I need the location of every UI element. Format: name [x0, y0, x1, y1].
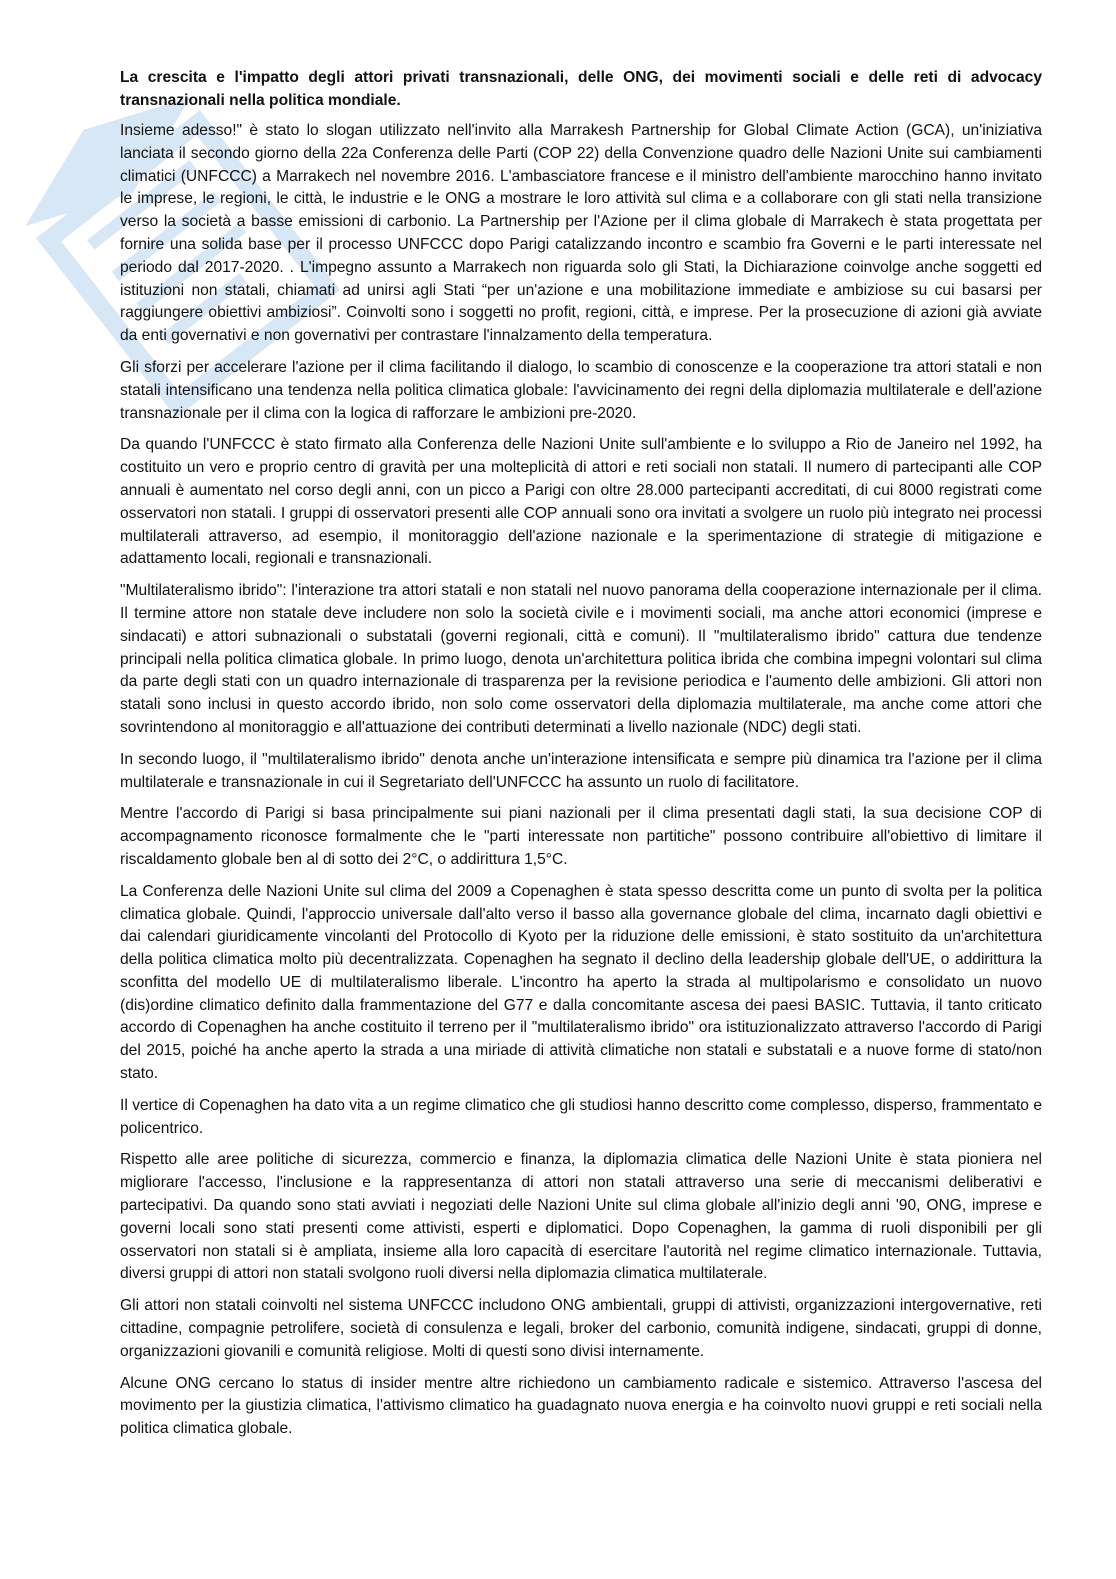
paragraph-7: La Conferenza delle Nazioni Unite sul clima del 2009 a Copenaghen è stata spesso descritta come un punto di svolta per la politica climatica globale. Quindi, l'approccio universale dall'alto verso il basso alla governance globale del clima, incarnato dagli obiettivi e dai calendari giuridicamente vincolanti del Protocollo di Kyoto per la riduzione delle emissioni, è stato sostituito da un'architettura della politica climatica molto più decentralizzata. Copenaghen ha segnato il declino della leadership globale dell'UE, o addirittura la sconfitta del modello UE di multilateralismo liberale. L'incontro ha aperto la strada al multipolarismo e consolidato un nuovo (dis)ordine climatico definito dalla frammentazione del G77 e dalla concomitante ascesa dei paesi BASIC. Tuttavia, il tanto criticato accordo di Copenaghen ha anche costituito il terreno per il "multilateralismo ibrido" ora istituzionalizzato attraverso l'accordo di Parigi del 2015, poiché ha anche aperto la strada a una miriade di attività climatiche non statali e substatali e a nuove forme di stato/non stato.	[120, 882, 1042, 1083]
paragraph-3: Da quando l'UNFCCC è stato firmato alla Conferenza delle Nazioni Unite sull'ambiente e lo sviluppo a Rio de Janeiro nel 1992, ha costituito un vero e proprio centro di gravità per una molteplicità di attori e reti sociali non statali. Il numero di partecipanti alle COP annuali è aumentato nel corso degli anni, con un picco a Parigi con oltre 28.000 partecipanti accreditati, di cui 8000 registrati come osservatori non statali. I gruppi di osservatori presenti alle COP annuali sono ora invitati a svolgere un ruolo più integrato nei processi multilaterali attraverso, ad esempio, il monitoraggio dell'azione nazionale e la sperimentazione di strategie di mitigazione e adattamento locali, regionali e transnazionali.	[120, 436, 1042, 568]
document-title: La crescita e l'impatto degli attori privati transnazionali, delle ONG, dei movimenti sociali e delle reti di advocacy transnazionali nella politica mondiale.	[120, 69, 1042, 109]
paragraph-5: In secondo luogo, il "multilateralismo ibrido" denota anche un'interazione intensificata e sempre più dinamica tra l'azione per il clima multilaterale e transnazionale in cui il Segretariato dell'UNFCCC ha assunto un ruolo di facilitatore.	[120, 750, 1042, 791]
paragraph-11: Alcune ONG cercano lo status di insider mentre altre richiedono un cambiamento radicale e sistemico. Attraverso l'ascesa del movimento per la giustizia climatica, l'attivismo climatico ha guadagnato nuova energia e ha coinvolto nuovi gruppi e reti sociali nella politica climatica globale.	[120, 1374, 1042, 1438]
paragraph-9: Rispetto alle aree politiche di sicurezza, commercio e finanza, la diplomazia climatica delle Nazioni Unite è stata pioniera nel migliorare l'accesso, l'inclusione e la rappresentanza di attori non statali attraverso una serie di meccanismi deliberativi e partecipativi. Da quando sono stati avviati i negoziati delle Nazioni Unite sul clima globale all'inizio degli anni '90, ONG, imprese e governi locali sono stati presenti come attivisti, esperti e diplomatici. Dopo Copenaghen, la gamma di ruoli disponibili per gli osservatori non statali si è ampliata, insieme alla loro capacità di esercitare l'autorità nel regime climatico internazionale. Tuttavia, diversi gruppi di attori non statali svolgono ruoli diversi nella diplomazia climatica multilaterale.	[120, 1151, 1042, 1283]
document-body	[120, 66, 1042, 1450]
paragraph-1: Insieme adesso!" è stato lo slogan utilizzato nell'invito alla Marrakesh Partnership for Global Climate Action (GCA), un'iniziativa lanciata il secondo giorno della 22a Conferenza delle Parti (COP 22) della Convenzione quadro delle Nazioni Unite sui cambiamenti climatici (UNFCCC) a Marrakech nel novembre 2016. L'ambasciatore francese e il ministro dell'ambiente marocchino hanno invitato le imprese, le regioni, le città, le industrie e le ONG a mostrare le loro attività sul clima e a collaborare con gli stati nella transizione verso la società a basse emissioni di carbonio. La Partnership per l'Azione per il clima globale di Marrakech è stata progettata per fornire una solida base per il processo UNFCCC dopo Parigi catalizzando incontro e scambio fra Governi e le parti interessate nel periodo dal 2017-2020. . L'impegno assunto a Marrakech non riguarda solo gli Stati, la Dichiarazione coinvolge anche soggetti ed istituzioni non statali, chiamati ad unirsi agli Stati “per un'azione e una mobilitazione immediate e ambiziose su cui basarsi per raggiungere obiettivi ambiziosi”. Coinvolti sono i soggetti no profit, regioni, città, e imprese. Per la prosecuzione di azioni già avviate da enti governativi e non governativi per contrastare l'innalzamento della temperatura.	[120, 122, 1042, 345]
paragraph-8: Il vertice di Copenaghen ha dato vita a un regime climatico che gli studiosi hanno descritto come complesso, disperso, frammentato e policentrico.	[120, 1096, 1042, 1137]
paragraph-2: Gli sforzi per accelerare l'azione per il clima facilitando il dialogo, lo scambio di conoscenze e la cooperazione tra attori statali e non statali intensificano una tendenza nella politica climatica globale: l'avvicinamento dei regni della diplomazia multilaterale e dell'azione transnazionale per il clima con la logica di rafforzare le ambizioni pre-2020.	[120, 358, 1042, 422]
paragraph-10: Gli attori non statali coinvolti nel sistema UNFCCC includono ONG ambientali, gruppi di attivisti, organizzazioni intergovernative, reti cittadine, compagnie petrolifere, società di consulenza e legali, broker del carbonio, comunità indigene, sindacati, gruppi di donne, organizzazioni giovanili e comunità religiose. Molti di questi sono divisi internamente.	[120, 1297, 1042, 1360]
paragraph-6: Mentre l'accordo di Parigi si basa principalmente sui piani nazionali per il clima presentati dagli stati, la sua decisione COP di accompagnamento riconosce formalmente che le "parti interessate non partitiche" possono contribuire all'obiettivo di limitare il riscaldamento globale ben al di sotto dei 2°C, o addirittura 1,5°C.	[120, 805, 1042, 868]
paragraph-4: "Multilateralismo ibrido": l'interazione tra attori statali e non statali nel nuovo panorama della cooperazione internazionale per il clima. Il termine attore non statale deve includere non solo la società civile e i movimenti sociali, ma anche attori economici (imprese e sindacati) e attori subnazionali o substatali (governi regionali, città e comuni). Il "multilateralismo ibrido" cattura due tendenze principali nella politica climatica globale. In primo luogo, denota un'architettura politica ibrida che combina impegni volontari sul clima da parte degli stati con un quadro internazionale di trasparenza per la revisione periodica e l'aumento delle ambizioni. Gli attori non statali sono inclusi in questo accordo ibrido, non solo come osservatori della diplomazia multilaterale, ma anche come attori che sovrintendono al monitoraggio e all'attuazione dei contributi determinati a livello nazionale (NDC) degli stati.	[120, 582, 1042, 736]
